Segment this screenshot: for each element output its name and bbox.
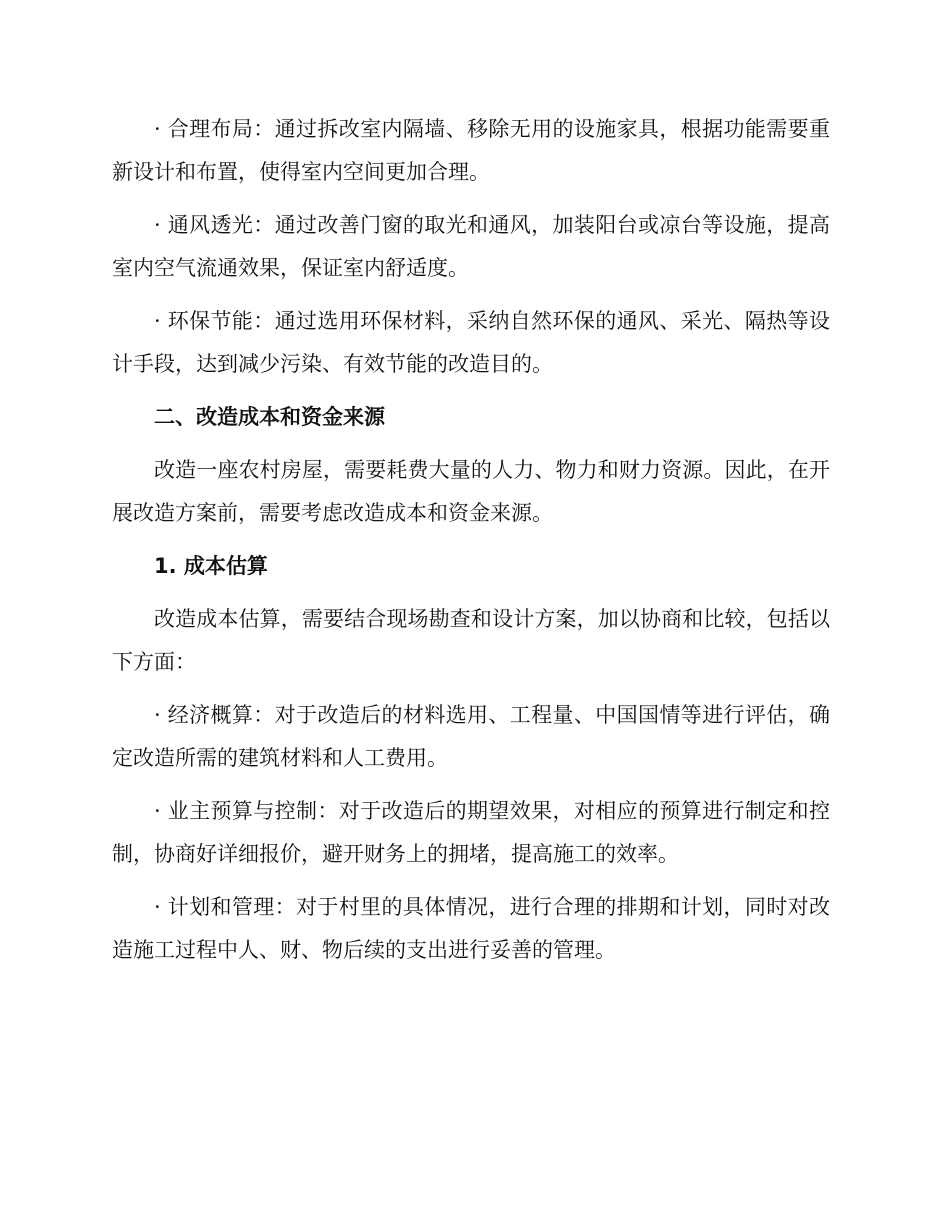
bullet-paragraph-budget: · 业主预算与控制：对于改造后的期望效果，对相应的预算进行制定和控制，协商好详细报价，避开财务上的拥堵，提高施工的效率。 (112, 799, 830, 866)
bullet-paragraph-layout: · 合理布局：通过拆改室内隔墙、移除无用的设施家具，根据功能需要重新设计和布置，使得室内空间更加合理。 (112, 117, 830, 184)
intro-paragraph: 改造一座农村房屋，需要耗费大量的人力、物力和财力资源。因此，在开展改造方案前，需要考虑改造成本和资金来源。 (112, 458, 830, 525)
bullet-paragraph-ventilation: · 通风透光：通过改善门窗的取光和通风，加装阳台或凉台等设施，提高室内空气流通效果，保证室内舒适度。 (112, 213, 830, 280)
bullet-paragraph-economic: · 经济概算：对于改造后的材料选用、工程量、中国国情等进行评估，确定改造所需的建筑材料和人工费用。 (112, 703, 830, 770)
subsection-heading-cost-estimate: 1. 成本估算 (154, 554, 268, 578)
section-heading-cost-funding: 二、改造成本和资金来源 (154, 405, 385, 429)
estimate-paragraph: 改造成本估算，需要结合现场勘查和设计方案，加以协商和比较，包括以下方面： (112, 607, 830, 674)
bullet-paragraph-eco: · 环保节能：通过选用环保材料，采纳自然环保的通风、采光、隔热等设计手段，达到减少污染、有效节能的改造目的。 (112, 309, 830, 376)
bullet-paragraph-planning: · 计划和管理：对于村里的具体情况，进行合理的排期和计划，同时对改造施工过程中人、财、物后续的支出进行妥善的管理。 (112, 895, 830, 962)
document-body (112, 108, 830, 982)
